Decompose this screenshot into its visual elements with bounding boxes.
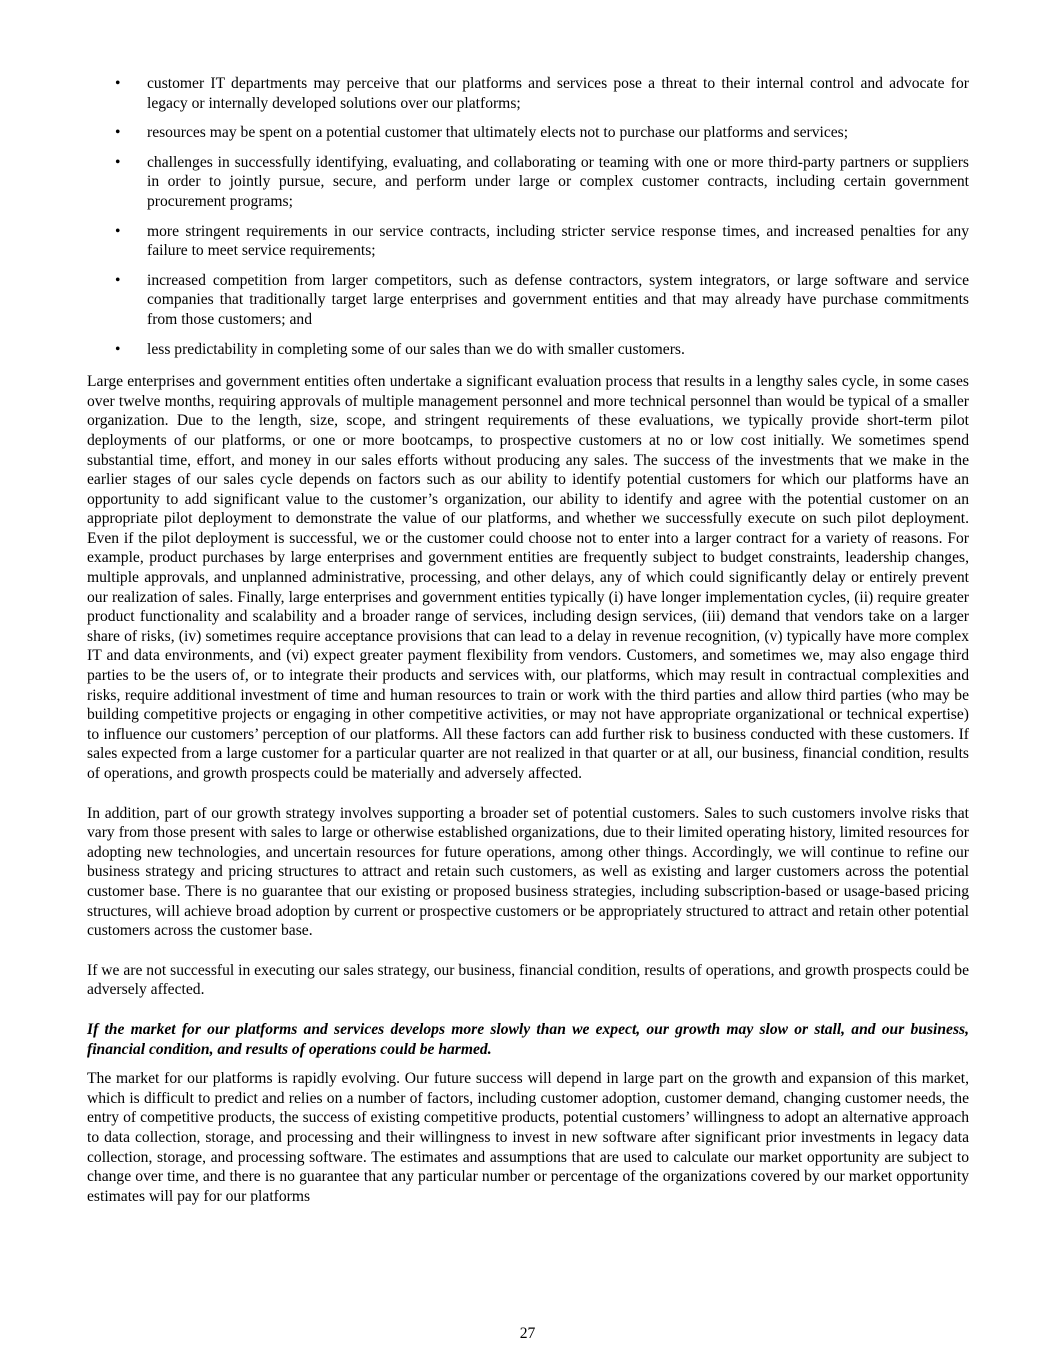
page-number: 27 [519, 1325, 536, 1342]
bullet-item [87, 271, 969, 330]
bullet-item [87, 222, 969, 261]
bullet-text: more stringent requirements in our service contracts, including stricter service response times, and increased penalties for any failure to meet service requirements; [147, 222, 969, 260]
body-paragraph-growth-strategy: In addition, part of our growth strategy involves supporting a broader set of potential customers. Sales to such customers involve risks that vary from those present with sales to large or otherwise established organizations, due to their limited operating history, limited resources for adopting new technologies, and uncertain resources for future operations, among other things. Accordingly, we will continue to refine our business strategy and pricing structures to attract and retain such customers, as well as existing and larger customers across the potential customer base. There is no guarantee that our existing or proposed business strategies, including subscription-based or usage-based pricing structures, will achieve broad adoption by current or prospective customers or be appropriately structured to attract and retain other potential customers across the customer base. [87, 804, 969, 940]
body-paragraph-sales-cycle: Large enterprises and government entities often undertake a significant evaluation process that results in a lengthy sales cycle, in some cases over twelve months, requiring approvals of multiple management personnel and more technical personnel than would be typical of a smaller organization. Due to the length, size, scope, and stringent requirements of these evaluations, we typically provide short-term pilot deployments of our platforms, or one or more bootcamps, to prospective customers at no or low cost initially. We sometimes spend substantial time, effort, and money in our sales efforts without producing any sales. The success of the investments that we make in the earlier stages of our sales cycle depends on factors such as our ability to identify potential customers for which our platforms have an opportunity to add significant value to the customer’s organization, our ability to identify and agree with the potential customer on an appropriate pilot deployment to demonstrate the value of our platforms, and whether we successfully execute on such pilot deployment. Even if the pilot deployment is successful, we or the customer could choose not to enter into a larger contract for a variety of reasons. For example, product purchases by large enterprises and government entities are frequently subject to budget constraints, leadership changes, multiple approvals, and unplanned administrative, processing, and other delays, any of which could significantly delay or entirely prevent our realization of sales. Finally, large enterprises and government entities typically (i) have longer implementation cycles, (ii) require greater product functionality and scalability and a broader range of services, including design services, (iii) demand that vendors take on a larger share of risks, (iv) sometimes require acceptance provisions that can lead to a delay in revenue recognition, (v) typically have more complex IT and data environments, and (vi) expect greater payment flexibility from vendors. Customers, and sometimes we, may also engage third parties to be the users of, or to integrate their products and services with, our platforms, which may result in contractual complexities and risks, require additional investment of time and human resources to train or work with the third parties and allow third parties (who may be building competitive projects or engaging in other competitive activities, or may not have appropriate organizational or technical expertise) to influence our customers’ perception of our platforms. All these factors can add further risk to business conducted with these customers. If sales expected from a large customer for a particular quarter are not realized in that quarter or at all, our business, financial condition, results of operations, and growth prospects could be materially and adversely affected. [87, 373, 969, 782]
bullet-item [87, 340, 969, 360]
bullet-dot: • [115, 124, 121, 142]
risk-factor-heading: If the market for our platforms and services develops more slowly than we expect, our growth may slow or stall, and our business, financial condition, and results of operations could be harmed. [87, 1020, 969, 1058]
bullet-item [87, 153, 969, 212]
bullet-text: challenges in successfully identifying, evaluating, and collaborating or teaming with one or more third-party partners or suppliers in order to jointly pursue, secure, and perform under large or complex customer contracts, including certain government procurement programs; [147, 153, 969, 210]
body-paragraph-sales-strategy: If we are not successful in executing our sales strategy, our business, financial condition, results of operations, and growth prospects could be adversely affected. [87, 961, 969, 999]
bullet-dot: • [115, 340, 121, 358]
bullet-text: increased competition from larger competitors, such as defense contractors, system integrators, or large software and service companies that traditionally target large enterprises and government entities and that may already have purchase commitments from those customers; and [147, 271, 969, 328]
bullet-dot: • [115, 153, 121, 171]
risk-bullet-list [87, 74, 969, 359]
bullet-item [87, 74, 969, 113]
bullet-dot: • [115, 222, 121, 240]
bullet-text: customer IT departments may perceive that our platforms and services pose a threat to their internal control and advocate for legacy or internally developed solutions over our platforms; [147, 75, 969, 112]
bullet-text: resources may be spent on a potential customer that ultimately elects not to purchase our platforms and services; [147, 124, 849, 142]
bullet-text: less predictability in completing some of our sales than we do with smaller customers. [147, 340, 685, 358]
bullet-item [87, 123, 969, 143]
bullet-dot: • [115, 75, 121, 92]
body-paragraph-market: The market for our platforms is rapidly evolving. Our future success will depend in large part on the growth and expansion of this market, which is difficult to predict and relies on a number of factors, including customer adoption, customer demand, changing customer needs, the entry of competitive products, the success of existing competitive products, potential customers’ willingness to adopt an alternative approach to data collection, storage, and processing and their willingness to invest in new software after significant prior investments in legacy data collection, storage, and processing software. The estimates and assumptions that are used to calculate our market opportunity are subject to change over time, and there is no guarantee that any particular number or percentage of the organizations covered by our market opportunity estimates will pay for our platforms [87, 1070, 969, 1205]
document-page [87, 74, 969, 1206]
bullet-dot: • [115, 271, 121, 289]
